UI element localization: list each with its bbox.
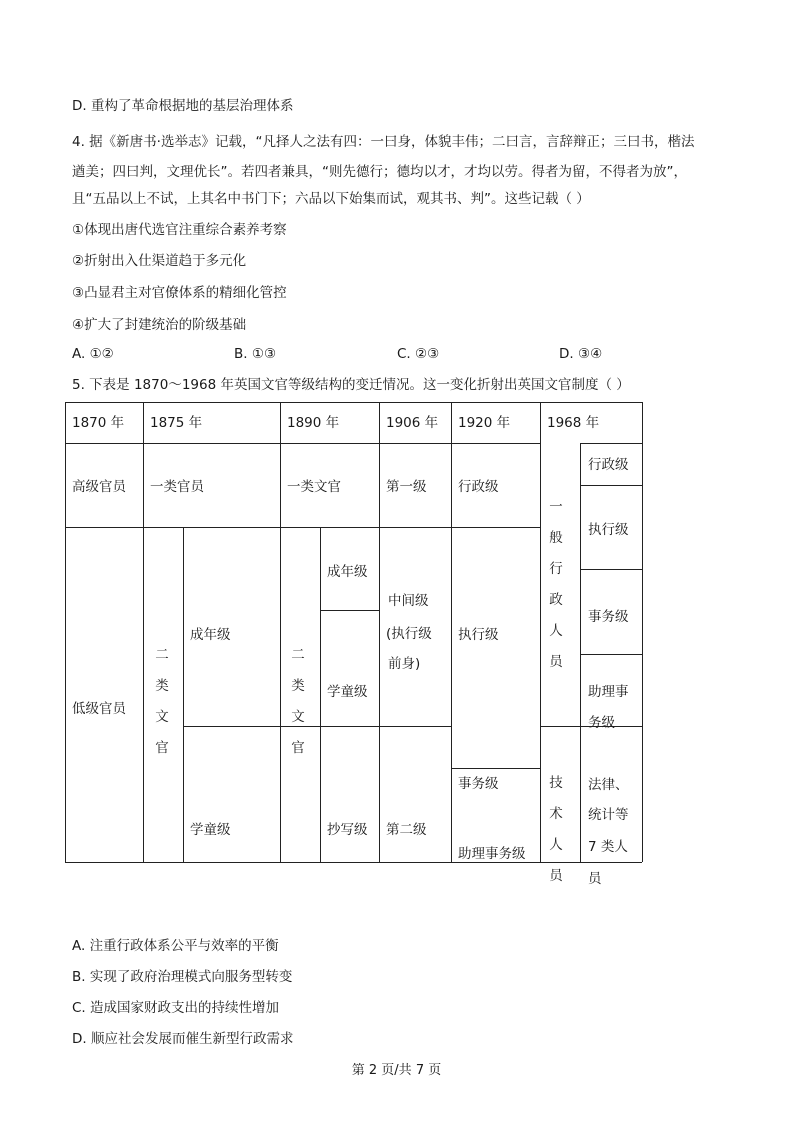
year-header: 1906 年 <box>386 415 439 431</box>
q4-option-c[interactable]: C. ②③ <box>397 346 440 362</box>
prev-option-d: D. 重构了革命根据地的基层治理体系 <box>72 98 294 114</box>
table-divider <box>280 402 281 862</box>
table-divider <box>580 485 642 486</box>
page-footer: 第 2 页/共 7 页 <box>351 1063 442 1078</box>
table-cell: (执行级 <box>386 626 432 642</box>
table-cell: 务级 <box>588 715 615 731</box>
table-cell: 助理事务级 <box>458 846 526 862</box>
year-header: 1875 年 <box>150 415 203 431</box>
table-cell-vertical: 二类文官 <box>155 647 169 756</box>
table-divider <box>580 569 642 570</box>
table-cell: 中间级 <box>388 593 429 609</box>
table-cell: 7 类人 <box>588 839 628 855</box>
table-cell: 统计等 <box>588 807 629 823</box>
q4-stem-line-1: 4. 据《新唐书·选举志》记载，“凡择人之法有四：一曰身，体貌丰伟；二曰言，言辞辩正；三曰书，楷法 <box>72 134 695 150</box>
table-cell: 学童级 <box>190 822 231 838</box>
q4-option-b[interactable]: B. ①③ <box>234 346 277 362</box>
table-cell: 抄写级 <box>327 822 368 838</box>
table-cell: 成年级 <box>327 564 368 580</box>
table-divider <box>580 654 642 655</box>
table-cell: 一类文官 <box>287 479 341 495</box>
table-divider <box>451 768 540 769</box>
table-cell: 行政级 <box>588 457 629 473</box>
q4-statement-3: ③凸显君主对官僚体系的精细化管控 <box>72 285 287 301</box>
table-cell: 成年级 <box>190 627 231 643</box>
year-header: 1920 年 <box>458 415 511 431</box>
table-cell: 员 <box>588 871 602 887</box>
table-divider <box>183 726 451 727</box>
table-divider <box>320 610 379 611</box>
q4-option-a[interactable]: A. ①② <box>72 346 114 362</box>
table-cell: 前身) <box>388 656 421 672</box>
year-header: 1968 年 <box>547 415 600 431</box>
table-divider <box>379 402 380 862</box>
table-cell: 低级官员 <box>72 701 126 717</box>
table-cell: 助理事 <box>588 684 629 700</box>
table-cell: 法律、 <box>588 777 629 793</box>
table-cell: 事务级 <box>588 609 629 625</box>
table-cell: 执行级 <box>588 522 629 538</box>
table-divider <box>580 443 581 862</box>
table-divider <box>183 527 184 862</box>
year-header: 1890 年 <box>287 415 340 431</box>
table-cell: 执行级 <box>458 627 499 643</box>
q4-option-d[interactable]: D. ③④ <box>559 346 603 362</box>
table-divider <box>65 443 540 444</box>
table-cell: 学童级 <box>327 684 368 700</box>
table-cell-vertical: 二类文官 <box>291 647 305 756</box>
q5-option-b[interactable]: B. 实现了政府治理模式向服务型转变 <box>72 969 293 985</box>
table-cell: 一类官员 <box>150 479 204 495</box>
table-divider <box>320 527 321 862</box>
table-border <box>65 402 66 862</box>
q4-statement-1: ①体现出唐代选官注重综合素养考察 <box>72 222 287 238</box>
q4-statement-4: ④扩大了封建统治的阶级基础 <box>72 317 247 333</box>
q5-stem: 5. 下表是 1870～1968 年英国文官等级结构的变迁情况。这一变化折射出英国文官制度（ ） <box>72 377 630 393</box>
table-divider <box>451 402 452 862</box>
table-border <box>642 402 643 862</box>
q4-stem-line-3: 且“五品以上不试，上其名中书门下；六品以下始集而试，观其书、判”。这些记载（ ） <box>72 191 590 207</box>
table-divider <box>580 443 642 444</box>
q5-option-c[interactable]: C. 造成国家财政支出的持续性增加 <box>72 1000 280 1016</box>
table-border <box>65 402 642 403</box>
table-cell: 行政级 <box>458 479 499 495</box>
q5-option-a[interactable]: A. 注重行政体系公平与效率的平衡 <box>72 938 279 954</box>
table-cell: 事务级 <box>458 776 499 792</box>
table-cell-vertical: 一般行政人员 <box>549 499 563 670</box>
table-divider <box>540 402 541 862</box>
table-divider <box>65 527 540 528</box>
table-cell: 高级官员 <box>72 479 126 495</box>
q4-stem-line-2: 遒美；四曰判，文理优长”。若四者兼具，“则先德行；德均以才，才均以劳。得者为留，不得者为放”， <box>72 164 687 180</box>
year-header: 1870 年 <box>72 415 125 431</box>
q5-option-d[interactable]: D. 顺应社会发展而催生新型行政需求 <box>72 1031 294 1047</box>
table-divider <box>143 402 144 862</box>
q4-statement-2: ②折射出入仕渠道趋于多元化 <box>72 253 247 269</box>
table-cell-vertical: 技术人员 <box>549 775 563 884</box>
table-cell: 第一级 <box>386 479 427 495</box>
table-cell: 第二级 <box>386 822 427 838</box>
